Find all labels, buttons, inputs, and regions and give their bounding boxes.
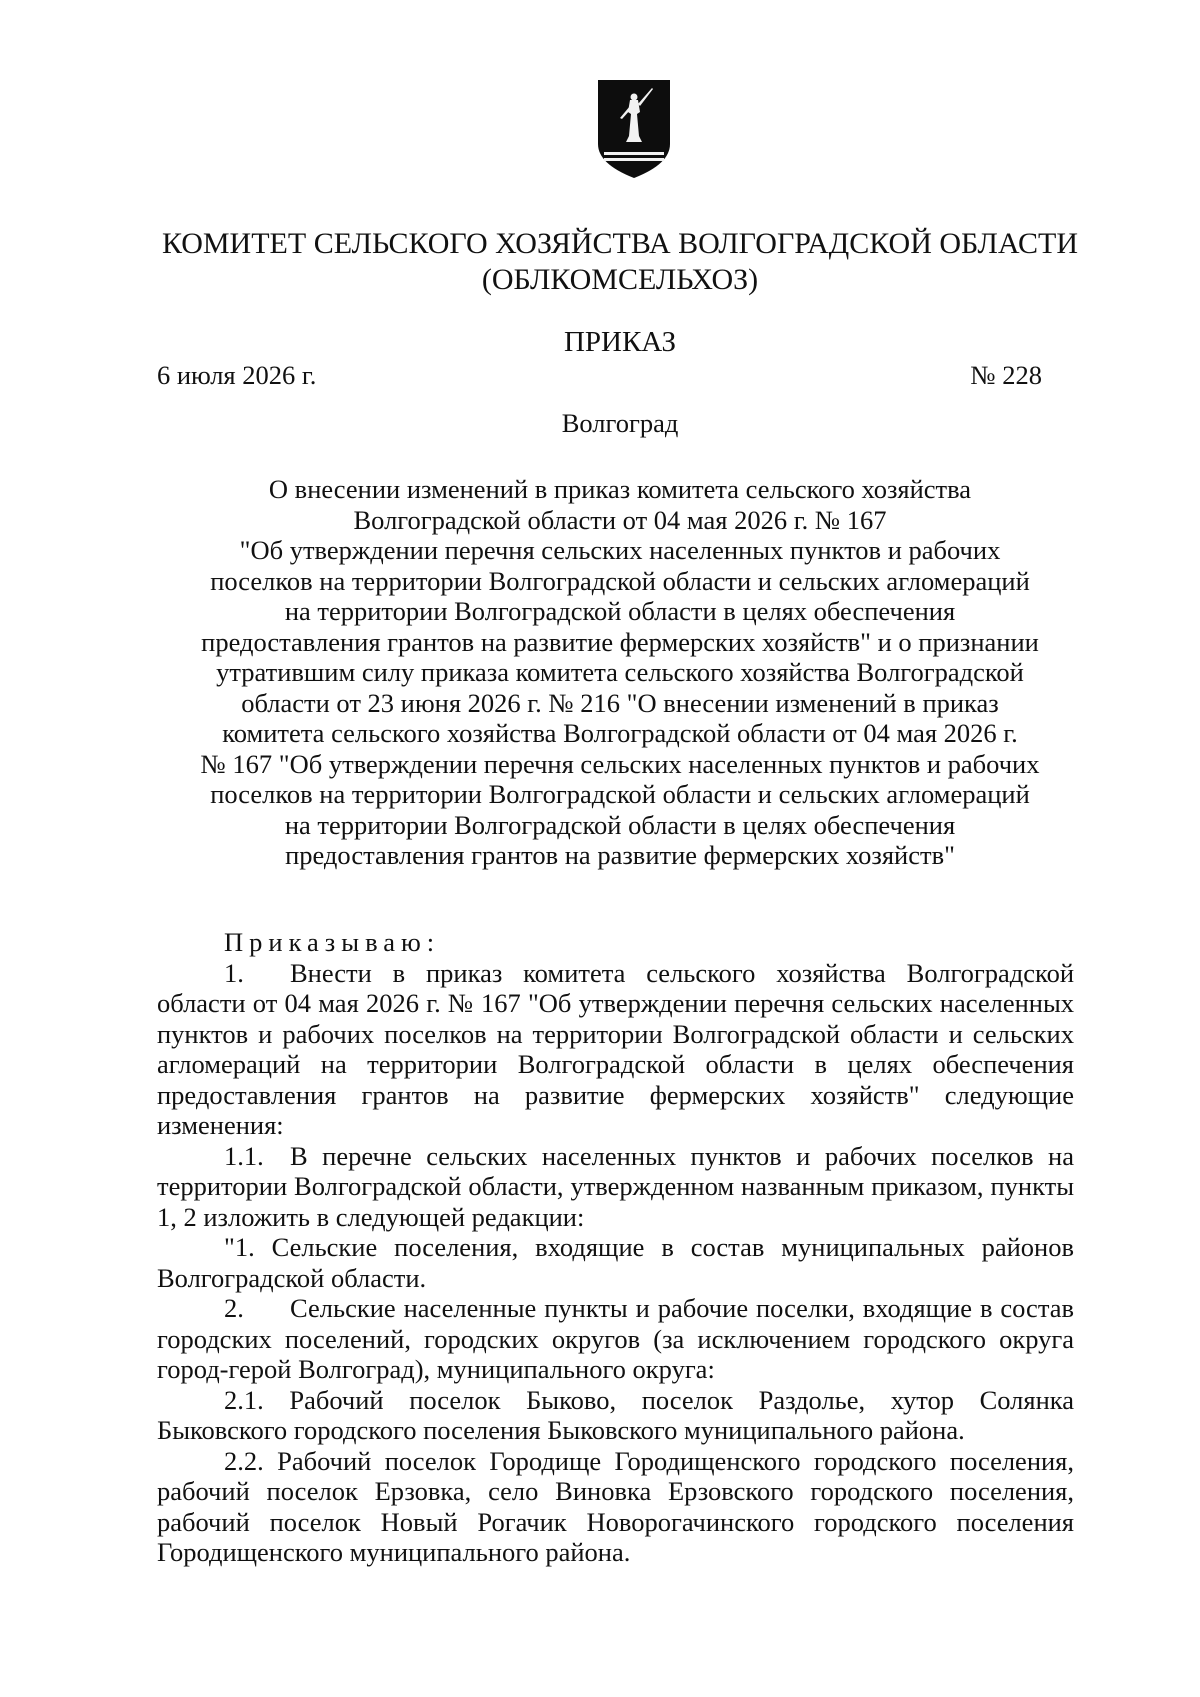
document-subject — [140, 474, 1100, 871]
subject-line: "Об утверждении перечня сельских населенных пунктов и рабочих — [239, 535, 1001, 565]
paragraph-text: Внести в приказ комитета сельского хозяйства Волгоградской области от 04 мая 2026 г. № 167 "Об утверждении перечня сельских населенных пунктов и рабочих поселков на территории Волгоградской области и сельских агломераций на территории Волгоградской области в целях обеспечения предоставления грантов на развитие фермерских хозяйств" следующие изменения: — [157, 957, 1074, 1140]
subject-line: утратившим силу приказа комитета сельского хозяйства Волгоградской — [216, 657, 1024, 687]
subject-line: № 167 "Об утверждении перечня сельских населенных пунктов и рабочих — [200, 748, 1040, 779]
subject-line: предоставления грантов на развитие фермерских хозяйств" и о признании — [201, 626, 1039, 657]
paragraph-number: 2. — [224, 1293, 244, 1323]
paragraph-number: 1.1. — [224, 1140, 264, 1171]
subject-line: на территории Волгоградской области в целях обеспечения — [284, 809, 956, 840]
organization-name: КОМИТЕТ СЕЛЬСКОГО ХОЗЯЙСТВА ВОЛГОГРАДСКОЙ ОБЛАСТИ — [161, 227, 1079, 260]
organization-title — [100, 226, 1140, 298]
document-type: ПРИКАЗ — [563, 326, 677, 358]
paragraph-text: "1. Сельские поселения, входящие в состав муниципальных районов Волгоградской области. — [157, 1232, 1074, 1293]
quoted-paragraph-1 — [157, 1232, 1074, 1293]
subject-line: Волгоградской области от 04 мая 2026 г. № 167 — [353, 504, 887, 535]
organization-abbreviation: (ОБЛКОМСЕЛЬХОЗ) — [481, 263, 759, 296]
paragraph-text: 2.1. Рабочий поселок Быково, поселок Раздолье, хутор Солянка Быковского городского поселения Быковского муниципального района. — [157, 1384, 1074, 1445]
subject-line: поселков на территории Волгоградской области и сельских агломераций — [210, 779, 1030, 809]
subject-line: области от 23 июня 2026 г. № 216 "О внесении изменений в приказ — [241, 687, 999, 718]
paragraph-2 — [157, 1293, 1074, 1385]
coat-of-arms-emblem — [592, 78, 676, 184]
document-date: 6 июля 2026 г. — [157, 360, 317, 390]
paragraph-1 — [157, 958, 1074, 1141]
order-word-paragraph — [157, 927, 1074, 958]
subject-line: на территории Волгоградской области в целях обеспечения — [284, 596, 956, 626]
paragraph-1-1 — [157, 1141, 1074, 1233]
document-city: Волгоград — [561, 408, 679, 438]
document-body — [157, 927, 1074, 1568]
subject-line: поселков на территории Волгоградской области и сельских агломераций — [210, 565, 1030, 596]
order-word: Приказываю: — [224, 927, 441, 957]
paragraph-number: 1. — [224, 957, 244, 988]
subject-line: предоставления грантов на развитие фермерских хозяйств" — [285, 840, 955, 870]
subject-line: О внесении изменений в приказ комитета сельского хозяйства — [268, 474, 972, 504]
paragraph-text: 2.2. Рабочий поселок Городище Городищенского городского поселения, рабочий поселок Ерзовка, село Виновка Ерзовского городского поселения, рабочий поселок Новый Рогачик Новорогачинского городского поселения Городищенского муниципального района. — [157, 1445, 1074, 1567]
paragraph-2-2 — [157, 1446, 1074, 1568]
paragraph-2-1 — [157, 1385, 1074, 1446]
subject-line: комитета сельского хозяйства Волгоградской области от 04 мая 2026 г. — [222, 718, 1018, 748]
paragraph-text: В перечне сельских населенных пунктов и рабочих поселков на территории Волгоградской области, утвержденном названным приказом, пункты 1, 2 изложить в следующей редакции: — [157, 1140, 1074, 1232]
paragraph-text: Сельские населенные пункты и рабочие поселки, входящие в состав городских поселений, городских округов (за исключением городского округа город-герой Волгоград), муниципального округа: — [157, 1293, 1074, 1384]
document-number: № 228 — [970, 360, 1042, 390]
